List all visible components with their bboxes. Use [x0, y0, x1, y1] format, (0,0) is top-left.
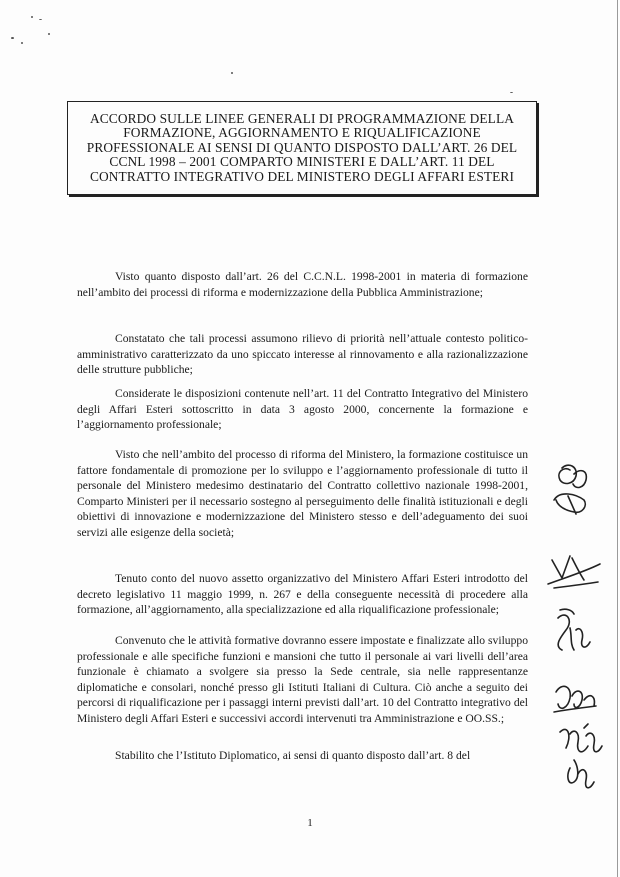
scan-speck — [510, 92, 513, 93]
paragraph-text: Considerate le disposizioni contenute nell’art. 11 del Contratto Integrativo del Ministero degli Affari Esteri sottoscritto in data 3 agosto 2000, concernente la formazione e l’aggiornamento professionale; — [77, 387, 528, 431]
handwritten-signatures — [540, 460, 620, 800]
paragraph-visto-che — [77, 447, 528, 540]
signature-mark — [560, 724, 602, 752]
paragraph-text: Visto quanto disposto dall’art. 26 del C.C.N.L. 1998-2001 in materia di formazione nell’ambito dei processi di riforma e modernizzazione della Pubblica Amministrazione; — [77, 270, 528, 299]
signature-mark — [548, 556, 600, 588]
page-number: 1 — [307, 817, 313, 829]
paragraph-convenuto — [77, 633, 528, 726]
paragraph-tenuto-conto — [77, 571, 528, 618]
title-box — [67, 101, 537, 195]
document-title: ACCORDO SULLE LINEE GENERALI DI PROGRAMMAZIONE DELLA FORMAZIONE, AGGIORNAMENTO E RIQUALIFICAZIONE PROFESSIONALE AI SENSI DI QUANTO DISPOSTO DALL’ART. 26 DEL CCNL 1998 – 2001 COMPARTO MINISTERI E DALL’ART. 11 DEL CONTRATTO INTEGRATIVO DEL MINISTERO DEGLI AFFARI ESTERI — [86, 110, 518, 184]
scan-speck — [39, 19, 42, 20]
signature-mark — [554, 465, 586, 514]
paragraph-text: Visto che nell’ambito del processo di riforma del Ministero, la formazione costituisce un fattore fondamentale di promozione per lo sviluppo e l’aggiornamento professionale di tutto il personale del Ministero medesimo destinatario del Contratto collettivo nazionale 1998-2001, Comparto Ministeri per il necessario sostegno al perseguimento delle finalità istituzionali e degli obiettivi di innovazione e modernizzazione del Ministero stesso e dell’adeguamento dei suoi servizi alle esigenze della società; — [77, 448, 528, 539]
scan-speck — [31, 16, 33, 18]
paragraph-stabilito — [77, 748, 528, 764]
paragraph-considerate — [77, 386, 528, 433]
scan-speck — [11, 37, 14, 39]
signature-mark — [568, 760, 594, 788]
paragraph-text: Convenuto che le attività formative dovranno essere impostate e finalizzate allo sviluppo professionale e alle specifiche funzioni e mansioni che tutto il personale ai vari livelli dell’area funzionale è chiamato a svolgere sia presso la Sede centrale, sia nelle rappresentanze diplomatiche e consolari, nonché presso gli Istituti Italiani di Cultura. Ciò anche a seguito dei percorsi di riqualificazione per i passaggi interni previsti dall’art. 10 del Contratto integrativo del Ministero degli Affari Esteri e successivi accordi intervenuti tra Amministrazione e OO.SS.; — [77, 634, 528, 725]
paragraph-constatato — [77, 331, 528, 378]
paragraph-text: Stabilito che l’Istituto Diplomatico, ai sensi di quanto disposto dall’art. 8 del — [115, 749, 471, 762]
paragraph-visto — [77, 269, 528, 300]
scan-speck — [48, 33, 50, 35]
signature-mark — [558, 609, 590, 650]
signature-mark — [554, 686, 596, 712]
scan-speck — [231, 72, 233, 74]
paragraph-text: Constatato che tali processi assumono rilievo di priorità nell’attuale contesto politico-amministrativo caratterizzato da uno spiccato interesse al rinnovamento e alla razionalizzazione delle strutture pubbliche; — [77, 332, 528, 376]
scan-speck — [21, 42, 23, 44]
paragraph-text: Tenuto conto del nuovo assetto organizzativo del Ministero Affari Esteri introdotto del decreto legislativo 11 maggio 1999, n. 267 e della conseguente necessità di procedere alla formazione, all’aggiornamento, alla specializzazione ed alla riqualificazione professionale; — [77, 572, 528, 616]
